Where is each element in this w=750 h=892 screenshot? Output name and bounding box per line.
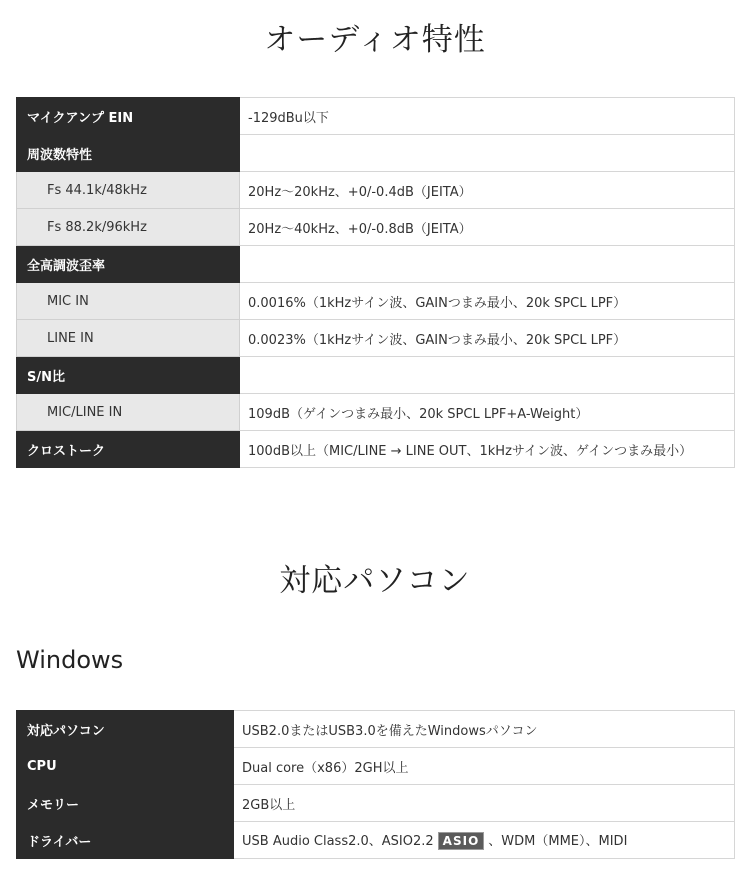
row-value: 20Hz〜20kHz、+0/-0.4dB（JEITA）: [240, 172, 735, 209]
row-value: 100dB以上（MIC/LINE → LINE OUT、1kHzサイン波、ゲインつまみ最小）: [240, 431, 735, 468]
spec-row: [17, 135, 735, 172]
spec-row: [17, 172, 735, 209]
row-value: 0.0023%（1kHzサイン波、GAINつまみ最小、20k SPCL LPF）: [240, 320, 735, 357]
row-value: 20Hz〜40kHz、+0/-0.8dB（JEITA）: [240, 209, 735, 246]
spec-row: [17, 822, 735, 859]
windows-spec-table: [16, 710, 735, 859]
row-label: メモリー: [17, 785, 234, 822]
spec-row: [17, 98, 735, 135]
driver-text-before: USB Audio Class2.0、ASIO2.2: [242, 833, 434, 849]
row-sublabel: LINE IN: [17, 320, 240, 357]
spec-row: [17, 431, 735, 468]
row-value: USB2.0またはUSB3.0を備えたWindowsパソコン: [234, 711, 735, 748]
row-label: 対応パソコン: [17, 711, 234, 748]
row-sublabel: Fs 44.1k/48kHz: [17, 172, 240, 209]
asio-logo: ASIO: [438, 832, 485, 850]
spec-row: [17, 785, 735, 822]
row-sublabel: Fs 88.2k/96kHz: [17, 209, 240, 246]
row-value: 2GB以上: [234, 785, 735, 822]
spec-row: [17, 283, 735, 320]
spec-row: [17, 748, 735, 785]
row-label: ドライバー: [17, 822, 234, 859]
row-label: 周波数特性: [17, 135, 240, 172]
row-sublabel: MIC/LINE IN: [17, 394, 240, 431]
row-value: [240, 357, 735, 394]
windows-heading: Windows: [16, 646, 124, 674]
driver-value: [234, 822, 735, 859]
row-label: 全高調波歪率: [17, 246, 240, 283]
row-value: [240, 246, 735, 283]
spec-row: [17, 320, 735, 357]
row-value: 109dB（ゲインつまみ最小、20k SPCL LPF+A-Weight）: [240, 394, 735, 431]
spec-row: [17, 711, 735, 748]
spec-row: [17, 246, 735, 283]
row-label: クロストーク: [17, 431, 240, 468]
row-sublabel: MIC IN: [17, 283, 240, 320]
driver-text-after: 、WDM（MME）、MIDI: [488, 833, 628, 849]
spec-row: [17, 394, 735, 431]
row-value: -129dBu以下: [240, 98, 735, 135]
spec-row: [17, 357, 735, 394]
row-value: [240, 135, 735, 172]
pc-section-title: 対応パソコン: [279, 563, 471, 599]
row-value: Dual core（x86）2GH以上: [234, 748, 735, 785]
row-value: 0.0016%（1kHzサイン波、GAINつまみ最小、20k SPCL LPF）: [240, 283, 735, 320]
row-label: CPU: [17, 748, 234, 785]
row-label: マイクアンプ EIN: [17, 98, 240, 135]
row-label: S/N比: [17, 357, 240, 394]
spec-row: [17, 209, 735, 246]
audio-section-title: オーディオ特性: [264, 22, 486, 58]
audio-spec-table: [16, 97, 735, 468]
